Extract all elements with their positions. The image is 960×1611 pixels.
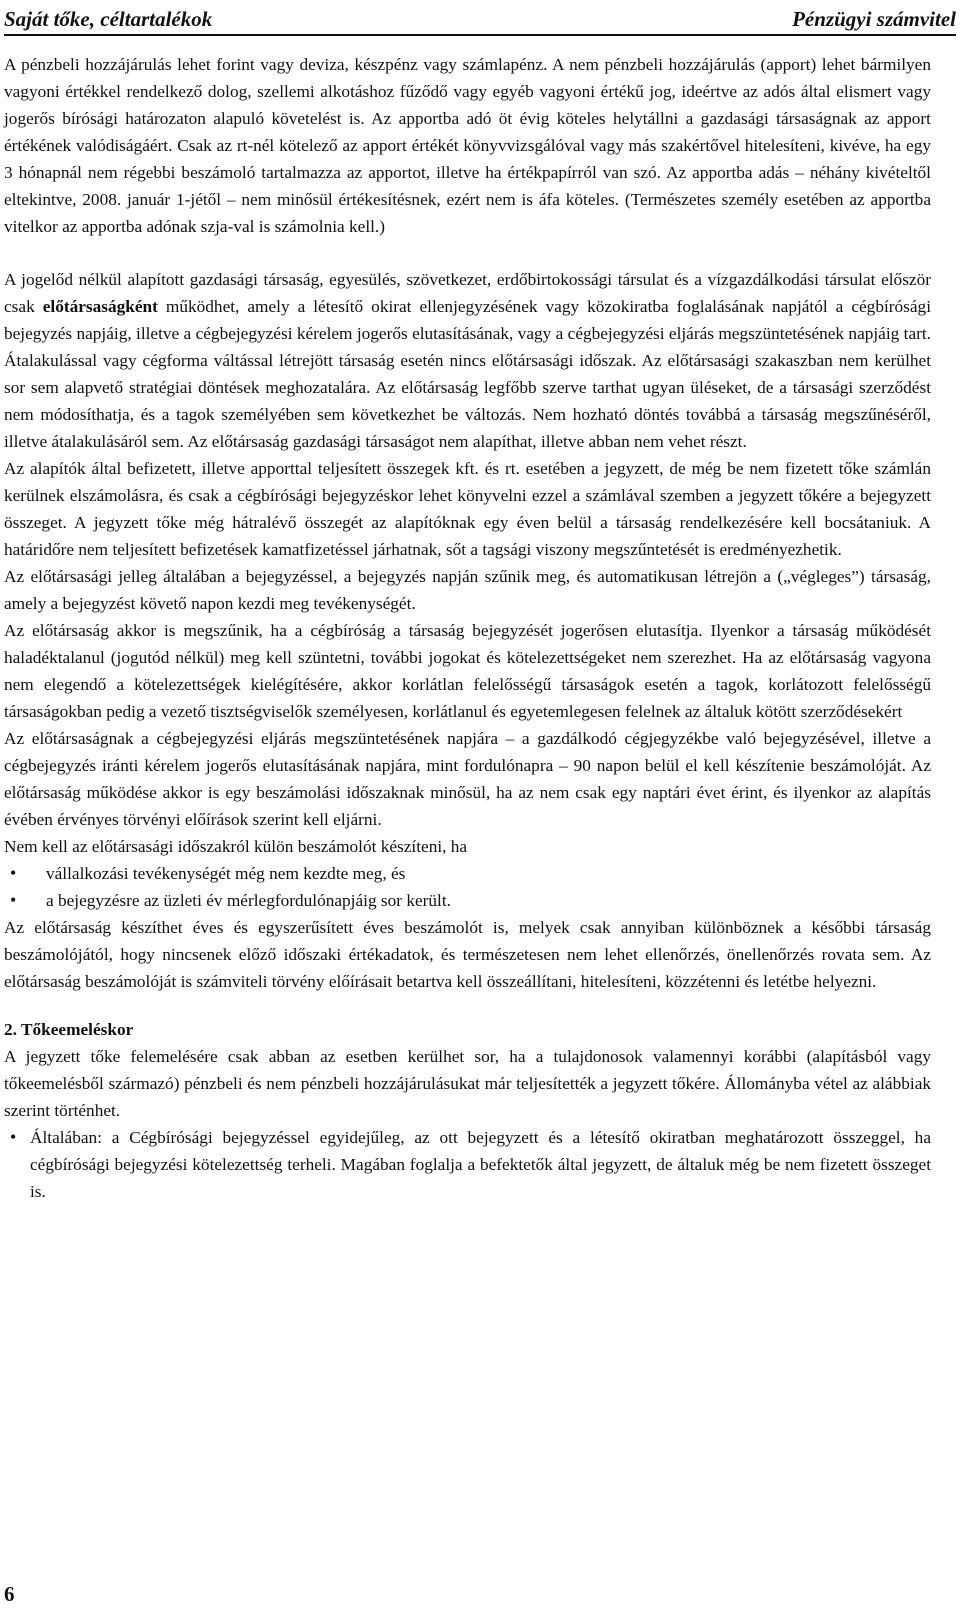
- paragraph-apport: A pénzbeli hozzájárulás lehet forint vagy deviza, készpénz vagy számlapénz. A nem pénzbeli hozzájárulás (apport) lehet bármilyen vagyoni értékkel rendelkező dolog, szellemi alkotáshoz fűződő vagy egyéb vagyoni értékű jog, ideértve az adós által elismert vagy jogerős bírósági határozaton alapuló követelést is. Az apportba adó öt évig köteles helytállni a gazdasági társaságnak az apport értékének valódiságáért. Csak az rt-nél kötelező az apport értékét könyvvizsgálóval vagy más szakértővel hitelesíteni, kivéve, ha egy 3 hónapnál nem régebbi beszámoló tartalmazza az apportot, illetve ha értékpapírról van szó. Az apportba adás – néhány kivételtől eltekintve, 2008. január 1-jétől – nem minősül értékesítésnek, ezért nem is áfa köteles. (Természetes személy esetében az apportba vitelkor az apportba adónak szja-val is számolnia kell.): [4, 55, 931, 236]
- tokeemeles-list: [4, 1124, 931, 1205]
- paragraph-eves-beszamolo: Az előtársaság készíthet éves és egyszerűsített éves beszámolót is, melyek csak annyiban különböznek a későbbi társaság beszámolójától, hogy nincsenek előző időszaki értékadatok, és természetesen nem lehet ellenőrzés, önellenőrzés rovata sem. Az előtársaság beszámolóját is számviteli törvény előírásait betartva kell összeállítani, hitelesíteni, közzétenni és letétbe helyezni.: [4, 918, 931, 991]
- section-heading-tokeemeles: 2. Tőkeemeléskor: [4, 1020, 134, 1039]
- paragraph-beszamolo: Az előtársaságnak a cégbejegyzési eljárás megszüntetésének napjára – a gazdálkodó cégjegyzékbe való bejegyzésével, illetve a cégbejegyzés iránti kérelem jogerős elutasításának napjára, mint fordulónapra – 90 napon belül el kell készítenie beszámolóját. Az előtársaság működése akkor is egy beszámolási időszaknak minősül, ha az nem csak egy naptári évet érint, és ilyenkor az alapítás évében érvényes törvényi előírások szerint kell eljárni.: [4, 729, 931, 829]
- header-book-title: Pénzügyi számvitel: [792, 7, 956, 31]
- page-number: 6: [4, 1582, 15, 1606]
- paragraph-befizetes: Az alapítók által befizetett, illetve apporttal teljesített összegek kft. és rt. esetében a jegyzett, de még be nem fizetett tőke számlán kerülnek elszámolásra, és csak a cégbírósági bejegyzéskor lehet könyvelni ezzel a számlával szemben a jegyzett tőkére a bejegyzett összeget. A jegyzett tőke még hátralévő összegét az alapítóknak egy éven belül a társaság rendelkezésére kell bocsátaniuk. A határidőre nem teljesített befizetések kamatfizetéssel járhatnak, sőt a tagsági viszony megszűntetését is eredményezhetik.: [4, 459, 931, 559]
- paragraph-elotarsasag-intro-text-a: A jogelőd nélkül alapított gazdasági társaság, egyesülés, szövetkezet, erdőbirtokossági társulat és a vízgazdálkodási társulat először csak: [4, 270, 931, 316]
- list-item: • vállalkozási tevékenységét még nem kezdte meg, és: [4, 860, 931, 887]
- header-chapter-title: Saját tőke, céltartalékok: [4, 7, 213, 31]
- paragraph-elotarsasag-intro-text-b: működhet, amely a létesítő okirat ellenjegyzésének vagy közokiratba foglalásának napjától a cégbírósági bejegyzés napjáig, illetve a cégbejegyzési kérelem jogerős elutasításának, vagy a cégbejegyzési eljárás megszüntetésének napjáig tart. Átalakulással vagy cégforma váltással létrejött társaság esetén nincs előtársasági időszak. Az előtársasági szakaszban nem kerülhet sor sem alapvető stratégiai döntések meghozatalára. Az előtársaság legfőbb szerve tarthat ugyan üléseket, de a társasági szerződést nem módosíthatja, és a tagok személyében sem következhet be változás. Nem hozható döntés továbbá a társaság megszűnéséről, illetve átalakulásáról sem. Az előtársaság gazdasági társaságot nem alapíthat, illetve abban nem vehet részt.: [4, 297, 932, 451]
- list-item: • Általában: a Cégbírósági bejegyzéssel egyidejűleg, az ott bejegyzett és a létesítő okiratban meghatározott összeggel, ha cégbírósági bejegyzési kötelezettség terheli. Magában foglalja a befektetők által jegyzett, de általuk még be nem fizetett összeget is.: [4, 1124, 931, 1205]
- paragraph-tokeemeles: A jegyzett tőke felemelésére csak abban az esetben kerülhet sor, ha a tulajdonosok valamennyi korábbi (alapításból vagy tőkeemelésből származó) pénzbeli és nem pénzbeli hozzájárulásukat már teljesítették a jegyzett tőkére. Állományba vétel az alábbiak szerint történhet.: [4, 1047, 931, 1120]
- exception-list: [4, 860, 931, 914]
- paragraph-megszunes-bejegyzes: Az előtársasági jelleg általában a bejegyzéssel, a bejegyzés napján szűnik meg, és automatikusan létrejön a („végleges”) társaság, amely a bejegyzést követő napon kezdi meg tevékenységét.: [4, 567, 931, 613]
- document-body: [4, 51, 931, 1205]
- paragraph-elutasitas: Az előtársaság akkor is megszűnik, ha a cégbíróság a társaság bejegyzését jogerősen elutasítja. Ilyenkor a társaság működését haladéktalanul (jogutód nélkül) meg kell szüntetni, további jogokat és kötelezettségeket nem szerezhet. Ha az előtársaság vagyona nem elegendő a kötelezettségek kielégítésére, akkor korlátlan felelősségű társaságok esetén a tagok, korlátozott felelősségű társaságokban pedig a vezető tisztségviselők személyesen, korlátlanul és egyetemlegesen felelnek az általuk kötött szerződésekért: [4, 621, 931, 721]
- page-header: [4, 2, 956, 36]
- paragraph-elotarsasag-intro: [4, 266, 931, 455]
- list-item: • a bejegyzésre az üzleti év mérlegfordulónapjáig sor került.: [4, 887, 931, 914]
- elotarsasag-term: előtársaságként: [42, 297, 158, 316]
- paragraph-kivetel: Nem kell az előtársasági időszakról külön beszámolót készíteni, ha: [4, 837, 468, 856]
